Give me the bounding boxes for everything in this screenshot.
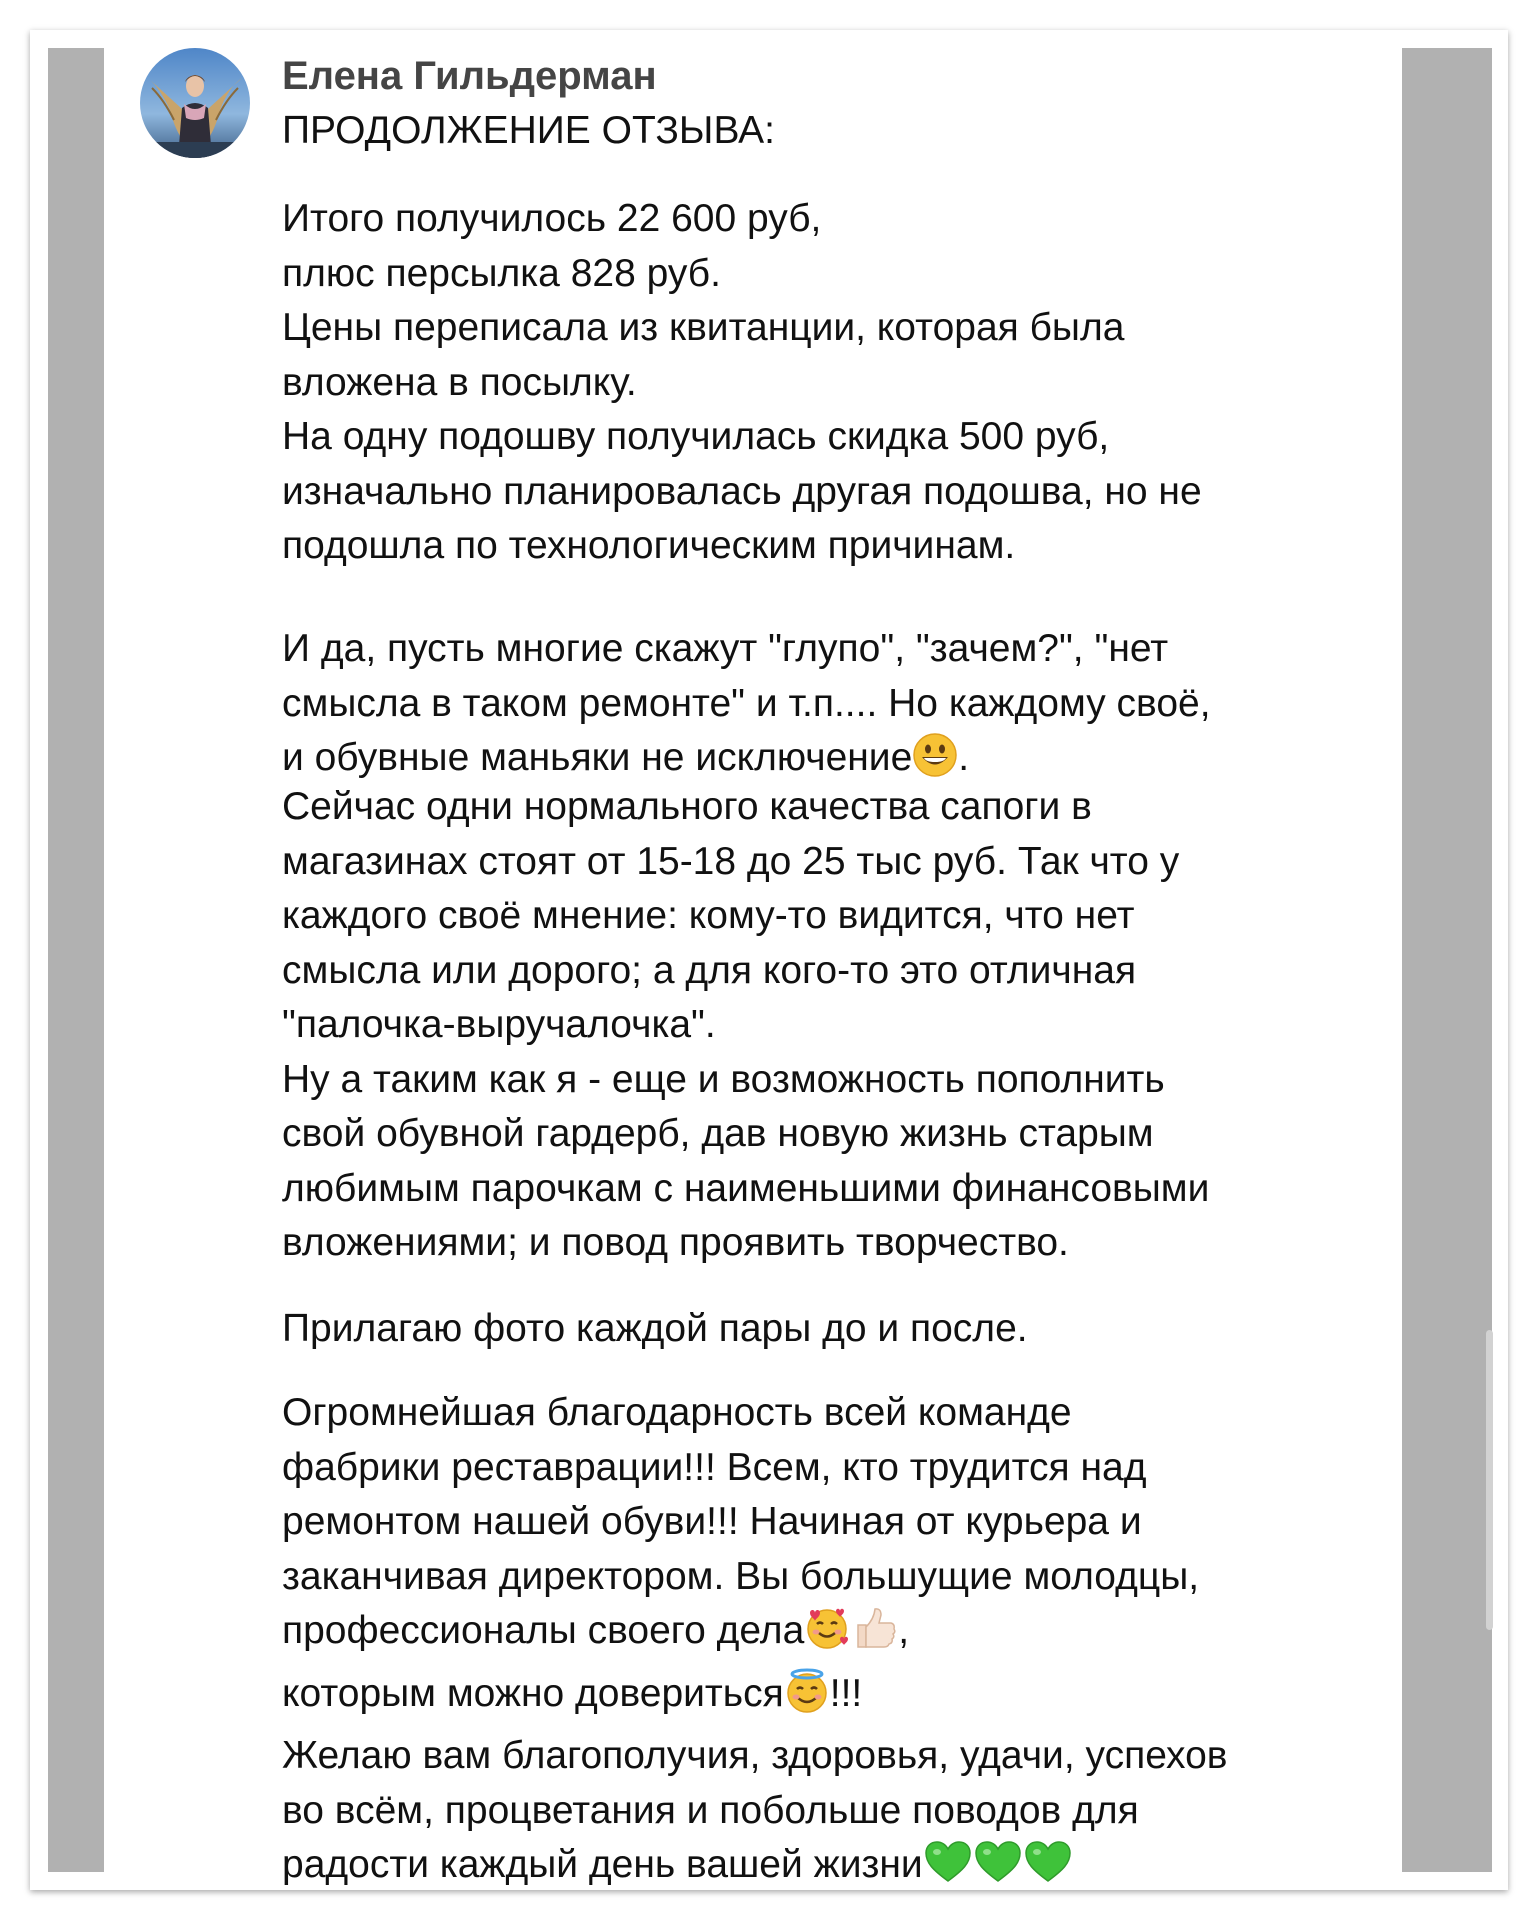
text-line: плюс персылка 828 руб. bbox=[282, 251, 721, 295]
text-fragment: и обувные маньяки не исключение bbox=[282, 736, 913, 779]
green-heart-icon bbox=[1023, 1839, 1073, 1901]
author-name[interactable]: Елена Гильдерман bbox=[282, 54, 657, 98]
text-line: свой обувной гардерб, дав новую жизнь старым bbox=[282, 1112, 1154, 1155]
right-side-panel bbox=[1402, 48, 1492, 1872]
text-line: Итого получилось 22 600 руб, bbox=[282, 197, 822, 240]
text-fragment: !!! bbox=[829, 1671, 863, 1715]
text-line: во всём, процветания и побольше поводов для bbox=[282, 1788, 1139, 1832]
text-line: смысла или дорого; а для кого-то это отличная bbox=[282, 948, 1137, 992]
text-line: подошла по технологическим причинам. bbox=[282, 524, 1016, 567]
smiling-face-with-hearts-icon bbox=[804, 1605, 850, 1667]
paragraph-prices bbox=[282, 780, 1392, 1271]
text-line: фабрики реставрации!!! Всем, кто трудится над bbox=[282, 1445, 1147, 1489]
text-fragment: которым можно довериться bbox=[282, 1671, 784, 1715]
green-heart-icon bbox=[973, 1839, 1023, 1901]
text-line-with-emoji bbox=[282, 1604, 1392, 1667]
left-side-panel bbox=[48, 48, 104, 1872]
text-line-with-emoji bbox=[282, 1667, 1392, 1730]
text-line: изначально планировалась другая подошва, но не bbox=[282, 469, 1202, 513]
text-fragment: профессионалы своего дела bbox=[282, 1609, 805, 1652]
green-heart-icon bbox=[923, 1839, 973, 1901]
text-line: Огромнейшая благодарность всей команде bbox=[282, 1391, 1072, 1434]
text-line: любимым парочкам с наименьшими финансовыми bbox=[282, 1166, 1210, 1210]
post-heading bbox=[282, 104, 1392, 159]
vertical-scrollbar[interactable] bbox=[1486, 1330, 1493, 1630]
text-line: На одну подошву получилась скидка 500 руб, bbox=[282, 415, 1110, 458]
author-avatar[interactable] bbox=[140, 48, 250, 158]
text-line: Ну а таким как я - еще и возможность пополнить bbox=[282, 1057, 1165, 1101]
text-fragment: радости каждый день вашей жизни bbox=[282, 1843, 923, 1886]
paragraph-opinions bbox=[282, 622, 1392, 794]
text-fragment: . bbox=[958, 736, 970, 779]
paragraph-gratitude bbox=[282, 1386, 1392, 1901]
text-line: магазинах стоят от 15-18 до 25 тыс руб. Так что у bbox=[282, 839, 1180, 883]
paragraph-totals bbox=[282, 192, 1392, 574]
text-line: смысла в таком ремонте" и т.п.... Но каждому своё, bbox=[282, 681, 1211, 725]
thumbs-up-icon bbox=[850, 1605, 898, 1667]
paragraph-photos bbox=[282, 1302, 1392, 1357]
text-line: "палочка-выручалочка". bbox=[282, 1003, 716, 1046]
post bbox=[104, 48, 1402, 1886]
text-line-with-emoji bbox=[282, 1838, 1392, 1901]
text-line: ремонтом нашей обуви!!! Начиная от курьера и bbox=[282, 1500, 1142, 1543]
text-line: Прилагаю фото каждой пары до и после. bbox=[282, 1307, 1028, 1350]
text-line: заканчивая директором. Вы большущие молодцы, bbox=[282, 1554, 1200, 1598]
text-line: Сейчас одни нормального качества сапоги в bbox=[282, 785, 1092, 828]
text-line: вложениями; и повод проявить творчество. bbox=[282, 1221, 1069, 1264]
text-line: вложена в посылку. bbox=[282, 360, 637, 404]
text-line: Желаю вам благополучия, здоровья, удачи, успехов bbox=[282, 1734, 1228, 1777]
text-fragment: , bbox=[898, 1609, 910, 1652]
avatar-photo bbox=[140, 48, 250, 158]
text-line: И да, пусть многие скажут "глупо", "зачем?", "нет bbox=[282, 627, 1169, 670]
text-line: каждого своё мнение: кому-то видится, что нет bbox=[282, 894, 1135, 937]
text-line: Цены переписала из квитанции, которая была bbox=[282, 306, 1125, 349]
heading-line: ПРОДОЛЖЕНИЕ ОТЗЫВА: bbox=[282, 109, 776, 152]
smiling-face-with-halo-icon bbox=[784, 1668, 830, 1730]
